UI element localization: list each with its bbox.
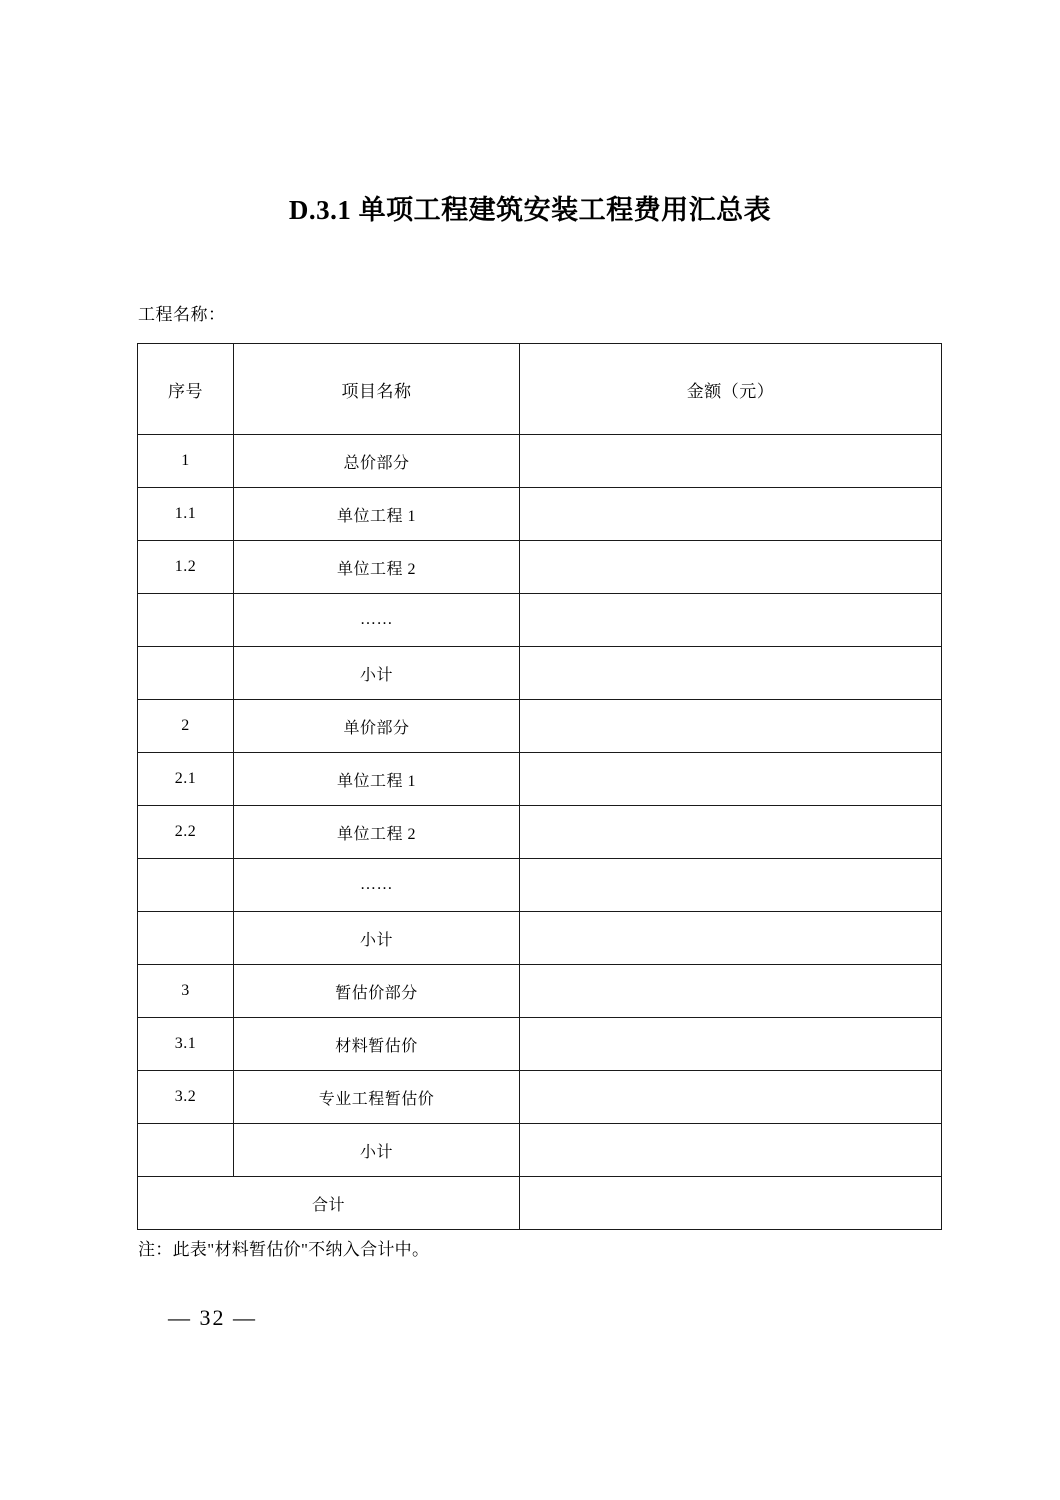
cell-name: ……: [234, 859, 520, 912]
cell-no: 3.2: [138, 1071, 234, 1124]
table-note: 注：此表"材料暂估价"不纳入合计中。: [138, 1240, 430, 1259]
cell-amount[interactable]: [520, 594, 942, 647]
cell-no: [138, 859, 234, 912]
column-header-amount: 金额（元）: [520, 344, 942, 435]
cell-name: 单位工程 1: [234, 488, 520, 541]
page-title: D.3.1 单项工程建筑安装工程费用汇总表: [288, 195, 772, 225]
cell-no: 2.2: [138, 806, 234, 859]
table-row: [138, 1071, 942, 1124]
table-row: [138, 806, 942, 859]
cell-no: 1.1: [138, 488, 234, 541]
cell-amount[interactable]: [520, 753, 942, 806]
table-row: [138, 541, 942, 594]
project-name-label: 工程名称：: [138, 305, 226, 324]
table-body: [138, 344, 942, 1230]
cell-no: [138, 647, 234, 700]
cell-no: [138, 594, 234, 647]
cell-amount[interactable]: [520, 859, 942, 912]
cell-amount[interactable]: [520, 1071, 942, 1124]
table-row: [138, 435, 942, 488]
cell-amount[interactable]: [520, 1018, 942, 1071]
cell-name: 小计: [234, 1124, 520, 1177]
cell-amount[interactable]: [520, 806, 942, 859]
cell-amount[interactable]: [520, 1124, 942, 1177]
cell-no: 2.1: [138, 753, 234, 806]
table-row: [138, 965, 942, 1018]
table-total-row: [138, 1177, 942, 1230]
cell-name: 专业工程暂估价: [234, 1071, 520, 1124]
table-row: [138, 488, 942, 541]
table-row: [138, 753, 942, 806]
cell-total-amount[interactable]: [520, 1177, 942, 1230]
cell-name: 小计: [234, 912, 520, 965]
cell-no: [138, 912, 234, 965]
cell-total-label: 合计: [138, 1177, 520, 1230]
cell-name: 小计: [234, 647, 520, 700]
cell-amount[interactable]: [520, 435, 942, 488]
page-number: — 32 —: [168, 1305, 257, 1330]
cell-no: 2: [138, 700, 234, 753]
cell-amount[interactable]: [520, 700, 942, 753]
table-row: [138, 647, 942, 700]
table-row: [138, 594, 942, 647]
cell-name: 单位工程 2: [234, 806, 520, 859]
cell-amount[interactable]: [520, 647, 942, 700]
fee-summary-table: [137, 343, 942, 1230]
table-row: [138, 912, 942, 965]
table-row: [138, 1124, 942, 1177]
cell-name: 总价部分: [234, 435, 520, 488]
cell-amount[interactable]: [520, 541, 942, 594]
cell-no: [138, 1124, 234, 1177]
cell-name: 材料暂估价: [234, 1018, 520, 1071]
table-row: [138, 1018, 942, 1071]
cell-amount[interactable]: [520, 912, 942, 965]
table-row: [138, 700, 942, 753]
cell-no: 1.2: [138, 541, 234, 594]
cell-name: 单位工程 1: [234, 753, 520, 806]
table-header-row: [138, 344, 942, 435]
cell-amount[interactable]: [520, 965, 942, 1018]
table-row: [138, 859, 942, 912]
cell-amount[interactable]: [520, 488, 942, 541]
cell-name: ……: [234, 594, 520, 647]
cell-no: 1: [138, 435, 234, 488]
cell-name: 暂估价部分: [234, 965, 520, 1018]
cell-name: 单位工程 2: [234, 541, 520, 594]
cell-no: 3: [138, 965, 234, 1018]
cell-no: 3.1: [138, 1018, 234, 1071]
column-header-no: 序号: [138, 344, 234, 435]
column-header-name: 项目名称: [234, 344, 520, 435]
cell-name: 单价部分: [234, 700, 520, 753]
